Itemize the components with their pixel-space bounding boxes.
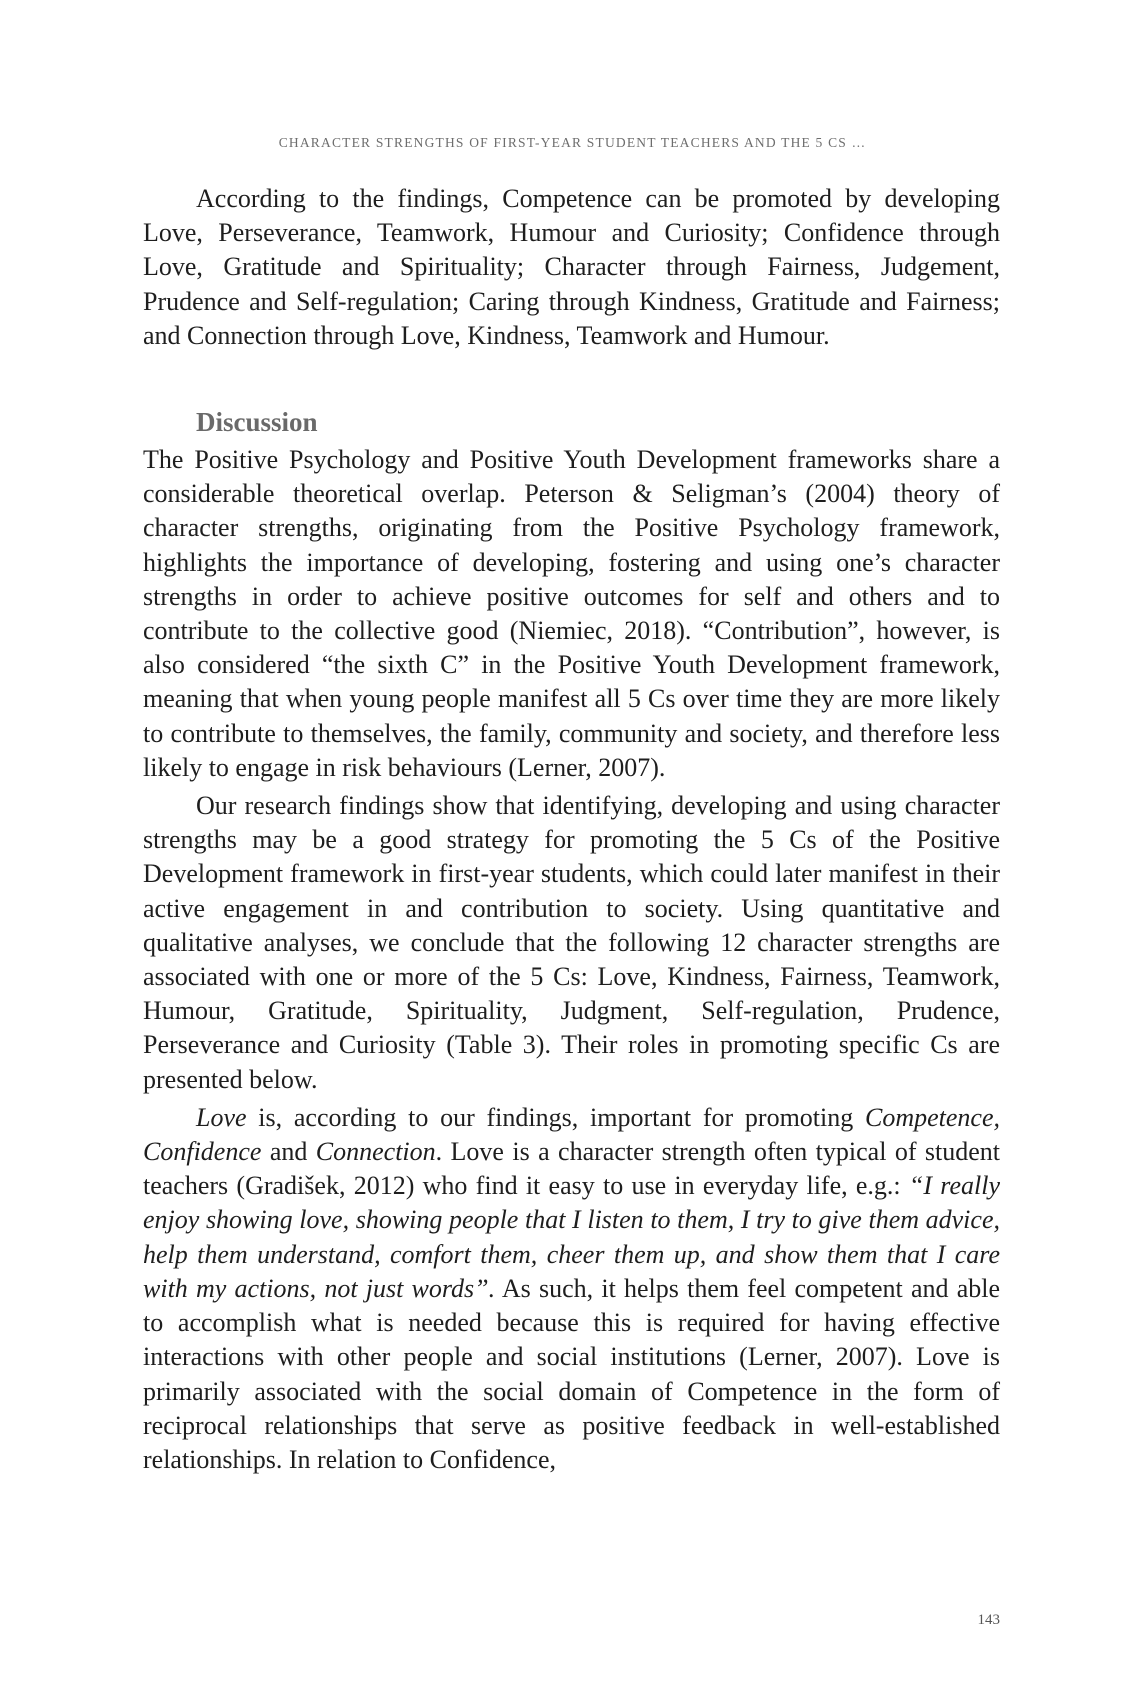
discussion-paragraph-3	[143, 1101, 1000, 1477]
love-term: Love	[196, 1102, 247, 1132]
text-span: . Love is a character strength often typical of student teachers (Gradišek, 2012) who find it easy to use in everyday life, e.g.:	[143, 1137, 1000, 1201]
c-terms-1: Competence, Confidence	[143, 1102, 1000, 1167]
c-terms-2: Connection	[315, 1137, 436, 1167]
discussion-paragraph-2: Our research findings show that identifying, developing and using character strengths may be a good strategy for promoting the 5 Cs of the Positive Development framework in first-year students, which could later manifest in their active engagement in and contribution to society. Using quantitative and qualitative analyses, we conclude that the following 12 character strengths are associated with one or more of the 5 Cs: Love, Kindness, Fairness, Teamwork, Humour, Gratitude, Spirituality, Judgment, Self-regulation, Prudence, Perseverance and Curiosity (Table 3). Their roles in promoting specific Cs are presented below.	[143, 791, 1000, 1094]
body-text	[143, 182, 1000, 1477]
discussion-paragraph-1: The Positive Psychology and Positive Youth Development frameworks share a considerable theoretical overlap. Peterson & Seligman’s (2004) theory of character strengths, originating from the Positive Psychology framework, highlights the importance of developing, fostering and using one’s character strengths in order to achieve positive outcomes for self and others and to contribute to the collective good (Niemiec, 2018). “Contribution”, however, is also considered “the sixth C” in the Positive Youth Development framework, meaning that when young people manifest all 5 Cs over time they are more likely to contribute to themselves, the family, community and society, and therefore less likely to engage in risk behaviours (Lerner, 2007).	[143, 445, 1000, 782]
section-heading: Discussion	[196, 407, 318, 438]
page-number: 143	[977, 1612, 1000, 1628]
text-span: As such, it helps them feel competent and able to accomplish what is needed because this is required for having effective interactions with other people and social institutions (Lerner, 2007). Love is primarily associated with the social domain of Competence in the form of reciprocal relationships that serve as positive feedback in well-established relationships. In relation to Confidence,	[143, 1273, 1000, 1474]
text-span: is, according to our findings, important for promoting	[246, 1102, 865, 1132]
findings-paragraph: According to the findings, Competence can be promoted by developing Love, Perseverance, Teamwork, Humour and Curiosity; Confidence through Love, Gratitude and Spirituality; Character through Fairness, Judgement, Prudence and Self-regulation; Caring through Kindness, Gratitude and Fairness; and Connection through Love, Kindness, Teamwork and Humour.	[143, 184, 1000, 350]
participant-quote: “I really enjoy showing love, showing people that I listen to them, I try to give them advice, help them understand, comfort them, cheer them up, and show them that I care with my actions, not just words”.	[143, 1171, 1000, 1303]
running-head: CHARACTER STRENGTHS OF FIRST-YEAR STUDENT TEACHERS AND THE 5 CS …	[278, 135, 867, 150]
text-span: and	[261, 1137, 316, 1167]
